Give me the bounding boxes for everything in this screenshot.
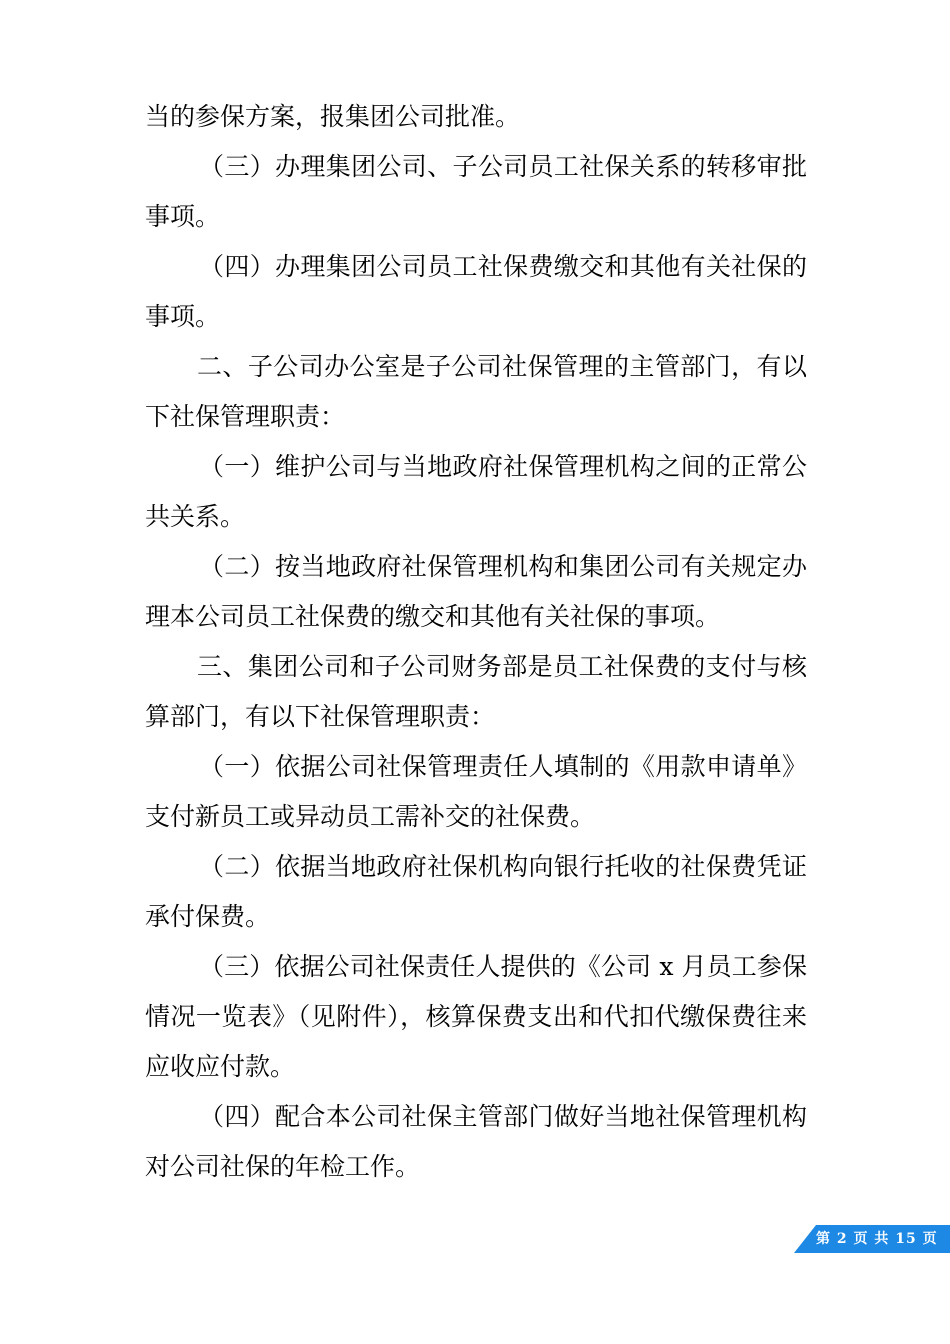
page-number-label: 第 2 页 共 15 页 (816, 1231, 938, 1247)
paragraph: （一）依据公司社保管理责任人填制的《用款申请单》支付新员工或异动员工需补交的社保费。 (145, 752, 807, 831)
section-heading-paragraph: 二、子公司办公室是子公司社保管理的主管部门，有以下社保管理职责： (145, 352, 807, 431)
paragraph: （四）配合本公司社保主管部门做好当地社保管理机构对公司社保的年检工作。 (145, 1102, 807, 1181)
paragraph: （三）办理集团公司、子公司员工社保关系的转移审批事项。 (145, 152, 807, 231)
document-body (145, 92, 807, 1192)
paragraph: （四）办理集团公司员工社保费缴交和其他有关社保的事项。 (145, 252, 807, 331)
paragraph: （一）维护公司与当地政府社保管理机构之间的正常公共关系。 (145, 452, 807, 531)
paragraph: （二）依据当地政府社保机构向银行托收的社保费凭证承付保费。 (145, 852, 807, 931)
section-heading-paragraph: 三、集团公司和子公司财务部是员工社保费的支付与核算部门，有以下社保管理职责： (145, 652, 807, 731)
paragraph: （二）按当地政府社保管理机构和集团公司有关规定办理本公司员工社保费的缴交和其他有关社保的事项。 (145, 552, 807, 631)
paragraph: （三）依据公司社保责任人提供的《公司 x 月员工参保情况一览表》（见附件），核算保费支出和代扣代缴保费往来应收应付款。 (145, 952, 807, 1081)
paragraph: 当的参保方案，报集团公司批准。 (145, 102, 521, 131)
